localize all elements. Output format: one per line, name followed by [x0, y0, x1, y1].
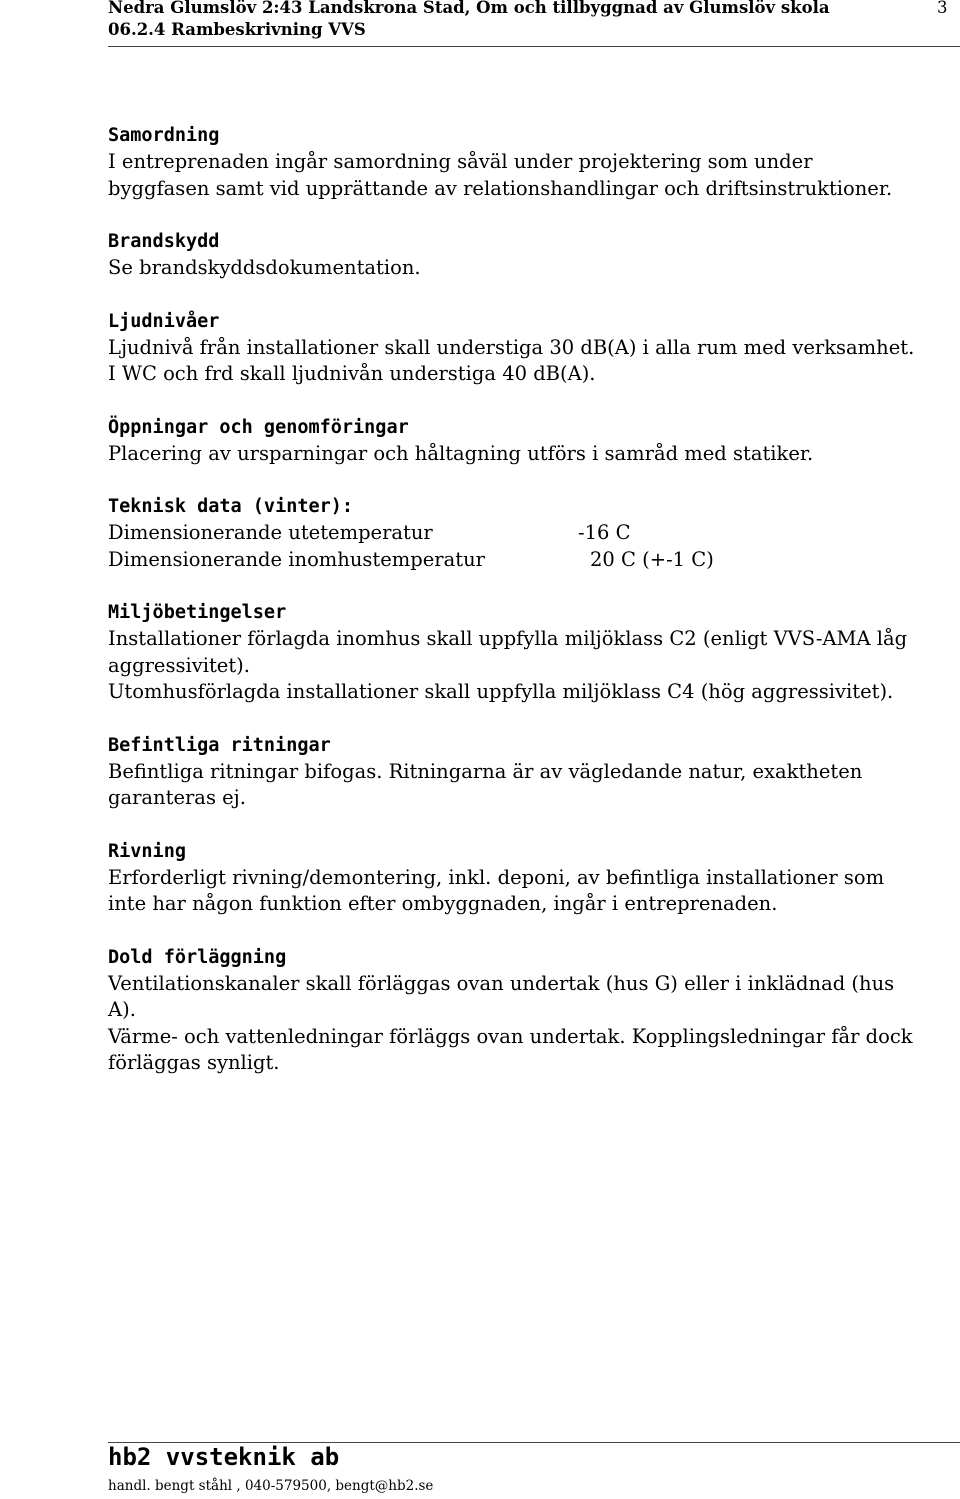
- section-heading: Öppningar och genomföringar: [108, 416, 409, 438]
- section-text: I entreprenaden ingår samordning såväl under projektering som under byggfasen samt vid upprättande av relationshandlingar och driftsinstruktioner.: [108, 150, 893, 200]
- data-row: [108, 547, 920, 574]
- section-teknisk-data: [108, 493, 920, 573]
- page-header: [0, 0, 960, 48]
- section-befintliga-ritningar: [108, 732, 920, 812]
- header-subtitle: 06.2.4 Rambeskrivning VVS: [108, 20, 366, 39]
- section-text: Ventilationskanaler skall förläggas ovan undertak (hus G) eller i inklädnad (hus A).: [108, 971, 895, 1021]
- section-text: Ljudnivå från installationer skall understiga 30 dB(A) i alla rum med verksamhet.: [108, 335, 915, 359]
- data-label: Dimensionerande inomhustemperatur: [108, 547, 485, 571]
- section-samordning: [108, 122, 920, 202]
- data-value: -16 C: [578, 521, 631, 544]
- footer-contact: handl. bengt ståhl , 040-579500, bengt@hb2.se: [108, 1478, 434, 1494]
- document-body: [108, 122, 920, 1103]
- header-divider: [108, 46, 960, 47]
- section-heading: Miljöbetingelser: [108, 602, 287, 623]
- section-dold-forlaggning: [108, 944, 920, 1077]
- section-ljudnivaer: [108, 308, 920, 388]
- section-text: Erforderligt rivning/demontering, inkl. deponi, av befintliga installationer som inte har någon funktion efter ombyggnaden, ingår i entreprenaden.: [108, 865, 885, 915]
- data-row: [108, 520, 920, 547]
- data-label: Dimensionerande utetemperatur: [108, 521, 433, 544]
- section-heading: Samordning: [108, 125, 220, 146]
- data-value: 20 C (+-1 C): [590, 547, 714, 571]
- header-title: Nedra Glumslöv 2:43 Landskrona Stad, Om och tillbyggnad av Glumslöv skola: [108, 0, 830, 17]
- section-heading: Befintliga ritningar: [108, 734, 331, 756]
- section-text: I WC och frd skall ljudnivån understiga 40 dB(A).: [108, 362, 596, 385]
- section-text: Utomhusförlagda installationer skall uppfylla miljöklass C4 (hög aggressivitet).: [108, 680, 894, 703]
- section-brandskydd: [108, 228, 920, 282]
- section-heading: Brandskydd: [108, 231, 220, 252]
- section-text: Se brandskyddsdokumentation.: [108, 256, 421, 279]
- section-heading: Teknisk data (vinter):: [108, 496, 354, 517]
- section-rivning: [108, 838, 920, 918]
- section-heading: Rivning: [108, 840, 186, 862]
- section-miljobetingelser: [108, 599, 920, 706]
- footer-company: hb2 vvsteknik ab: [108, 1443, 340, 1471]
- section-text: Värme- och vattenledningar förläggs ovan undertak. Kopplingsledningar får dock förläggas synligt.: [108, 1024, 913, 1074]
- section-oppningar: [108, 414, 920, 468]
- section-text: Befintliga ritningar bifogas. Ritningarna är av vägledande natur, exaktheten garanteras ej.: [108, 759, 863, 809]
- section-text: Placering av ursparningar och håltagning utförs i samråd med statiker.: [108, 441, 814, 465]
- section-text: Installationer förlagda inomhus skall uppfylla miljöklass C2 (enligt VVS-AMA låg aggressivitet).: [108, 627, 908, 677]
- section-heading: Dold förläggning: [108, 946, 287, 968]
- page-number: 3: [937, 0, 948, 17]
- section-heading: Ljudnivåer: [108, 310, 220, 332]
